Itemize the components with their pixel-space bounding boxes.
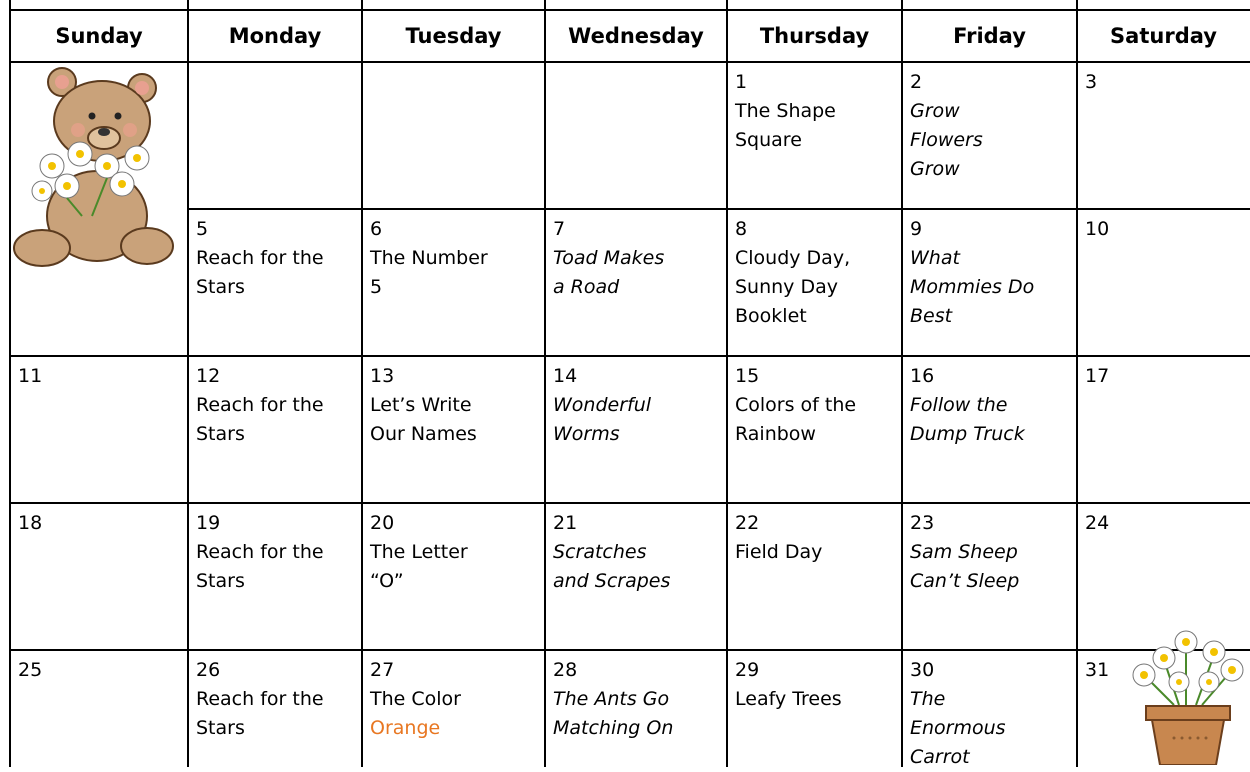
- day-cell: [10, 650, 188, 767]
- day-cell: [188, 650, 362, 767]
- day-cell: [545, 650, 727, 767]
- flower-pot-with-daisies-icon: [1124, 620, 1250, 765]
- lesson-topic: The Number 5: [370, 247, 488, 298]
- day-cell: [362, 356, 545, 503]
- day-number: 29: [735, 659, 760, 681]
- day-number: 9: [910, 218, 923, 240]
- day-cell: [188, 209, 362, 356]
- day-cell: [727, 209, 902, 356]
- day-number: 2: [910, 71, 923, 93]
- day-cell: [545, 209, 727, 356]
- lesson-topic: Cloudy Day, Sunny Day Booklet: [735, 247, 851, 327]
- day-cell: [902, 356, 1077, 503]
- lesson-topic: The Color: [370, 688, 461, 710]
- day-number: 26: [196, 659, 221, 681]
- day-cell: [10, 356, 188, 503]
- lesson-topic: Follow the Dump Truck: [910, 394, 1025, 445]
- day-number: 21: [553, 512, 578, 534]
- day-cell: [545, 356, 727, 503]
- header-saturday: Saturday: [1110, 24, 1217, 48]
- day-number: 10: [1085, 218, 1110, 240]
- lesson-topic: Toad Makes a Road: [553, 247, 665, 298]
- day-cell: [727, 62, 902, 209]
- day-number: 31: [1085, 659, 1110, 681]
- day-number: 12: [196, 365, 221, 387]
- day-cell: [902, 209, 1077, 356]
- day-number: 14: [553, 365, 578, 387]
- day-number: 11: [18, 365, 43, 387]
- day-cell: [10, 503, 188, 650]
- day-number: 18: [18, 512, 43, 534]
- day-number: 22: [735, 512, 760, 534]
- day-number: 30: [910, 659, 935, 681]
- day-number: 1: [735, 71, 748, 93]
- day-number: 5: [196, 218, 209, 240]
- day-cell: [727, 356, 902, 503]
- day-cell: [902, 503, 1077, 650]
- lesson-topic: Field Day: [735, 541, 823, 563]
- day-cell: [545, 62, 727, 209]
- day-number: 16: [910, 365, 935, 387]
- header-tuesday: Tuesday: [405, 24, 502, 48]
- day-number: 27: [370, 659, 395, 681]
- day-cell: [545, 503, 727, 650]
- header-sunday: Sunday: [55, 24, 143, 48]
- day-number: 23: [910, 512, 935, 534]
- day-number: 20: [370, 512, 395, 534]
- lesson-topic: What Mommies Do Best: [910, 247, 1035, 327]
- day-cell: [362, 209, 545, 356]
- lesson-topic: Sam Sheep Can’t Sleep: [910, 541, 1020, 592]
- lesson-topic: Reach for the Stars: [196, 394, 324, 445]
- lesson-topic: Let’s Write Our Names: [370, 394, 477, 445]
- day-cell: [188, 356, 362, 503]
- day-number: 8: [735, 218, 748, 240]
- day-cell: [1077, 209, 1250, 356]
- header-friday: Friday: [953, 24, 1026, 48]
- day-cell: [902, 62, 1077, 209]
- day-cell: [362, 650, 545, 767]
- day-number: 15: [735, 365, 760, 387]
- day-number: 24: [1085, 512, 1110, 534]
- highlighted-word: Orange: [370, 717, 441, 739]
- day-cell: [188, 62, 362, 209]
- day-number: 13: [370, 365, 395, 387]
- teddy-bear-with-daisies-icon: [12, 66, 182, 276]
- lesson-topic: Reach for the Stars: [196, 541, 324, 592]
- lesson-topic: The Letter “O”: [370, 541, 468, 592]
- day-cell: [1077, 356, 1250, 503]
- day-cell: [727, 650, 902, 767]
- lesson-topic: Wonderful Worms: [553, 394, 652, 445]
- lesson-topic: Grow Flowers Grow: [910, 100, 983, 180]
- header-wednesday: Wednesday: [568, 24, 704, 48]
- day-cell: [902, 650, 1077, 767]
- day-number: 6: [370, 218, 383, 240]
- header-thursday: Thursday: [759, 24, 870, 48]
- day-number: 7: [553, 218, 566, 240]
- lesson-topic: Reach for the Stars: [196, 688, 324, 739]
- day-number: 28: [553, 659, 578, 681]
- lesson-topic: The Shape Square: [735, 100, 836, 151]
- day-cell: [188, 503, 362, 650]
- day-cell: [362, 503, 545, 650]
- day-cell: [727, 503, 902, 650]
- lesson-topic: The Enormous Carrot: [910, 688, 1006, 768]
- lesson-topic: The Ants Go Matching On: [553, 688, 674, 739]
- lesson-topic: Scratches and Scrapes: [553, 541, 671, 592]
- day-cell: [362, 62, 545, 209]
- day-number: 19: [196, 512, 221, 534]
- header-monday: Monday: [228, 24, 322, 48]
- lesson-topic: Colors of the Rainbow: [735, 394, 857, 445]
- lesson-topic: Leafy Trees: [735, 688, 842, 710]
- day-number: 25: [18, 659, 43, 681]
- day-number: 3: [1085, 71, 1098, 93]
- lesson-topic: Reach for the Stars: [196, 247, 324, 298]
- day-cell: [1077, 62, 1250, 209]
- day-number: 17: [1085, 365, 1110, 387]
